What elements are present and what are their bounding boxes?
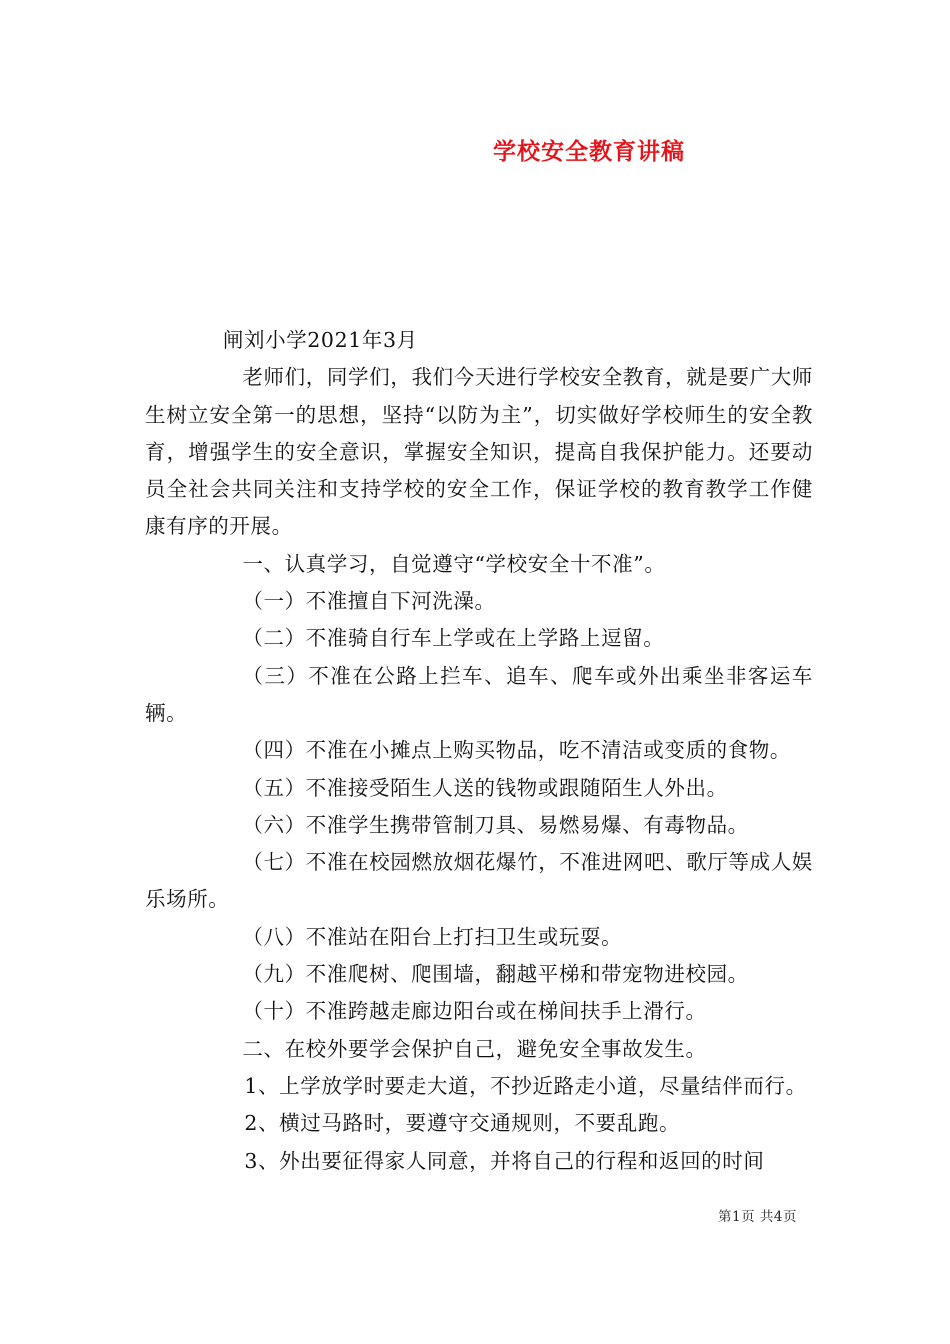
rule-item-5: （五）不准接受陌生人送的钱物或跟随陌生人外出。 [242,775,728,800]
rule-item-8: （八）不准站在阳台上打扫卫生或玩耍。 [242,924,623,949]
rule-item-9: （九）不准爬树、爬围墙，翻越平梯和带宠物进校园。 [242,962,749,987]
rule-item-3: （三）不准在公路上拦车、追车、爬车或外出乘坐非客运车辆。 [145,663,813,725]
rule-item-2: （二）不准骑自行车上学或在上学路上逗留。 [242,626,665,651]
advice-item-2: 2、横过马路时，要遵守交通规则，不要乱跑。 [244,1111,681,1136]
section-heading-1: 一、认真学习，自觉遵守“学校安全十不准”。 [242,551,666,576]
page-number: 第1页 共4页 [718,1209,797,1225]
advice-item-3: 3、外出要征得家人同意，并将自己的行程和返回的时间 [244,1148,765,1173]
advice-item-1: 1、上学放学时要走大道，不抄近路走小道，尽量结伴而行。 [244,1073,807,1098]
rule-item-6: （六）不准学生携带管制刀具、易燃易爆、有毒物品。 [242,812,749,837]
section-heading-2: 二、在校外要学会保护自己，避免安全事故发生。 [242,1036,707,1061]
rule-item-7: （七）不准在校园燃放烟花爆竹，不准进网吧、歌厅等成人娱乐场所。 [145,850,813,912]
rule-item-10: （十）不准跨越走廊边阳台或在梯间扶手上滑行。 [242,999,707,1024]
rule-item-4: （四）不准在小摊点上购买物品，吃不清洁或变质的食物。 [242,738,791,763]
school-date-line: 闸刘小学2021年3月 [222,328,418,352]
document-body [145,322,813,1180]
intro-paragraph: 老师们，同学们，我们今天进行学校安全教育，就是要广大师生树立安全第一的思想，坚持“以防为主”，切实做好学校师生的安全教育，增强学生的安全意识，掌握安全知识，提高自我保护能力。还要动员全社会共同关注和支持学校的安全工作，保证学校的教育教学工作健康有序的开展。 [145,365,813,539]
document-title: 学校安全教育讲稿 [493,139,685,165]
rule-item-1: （一）不准擅自下河洗澡。 [242,589,496,614]
